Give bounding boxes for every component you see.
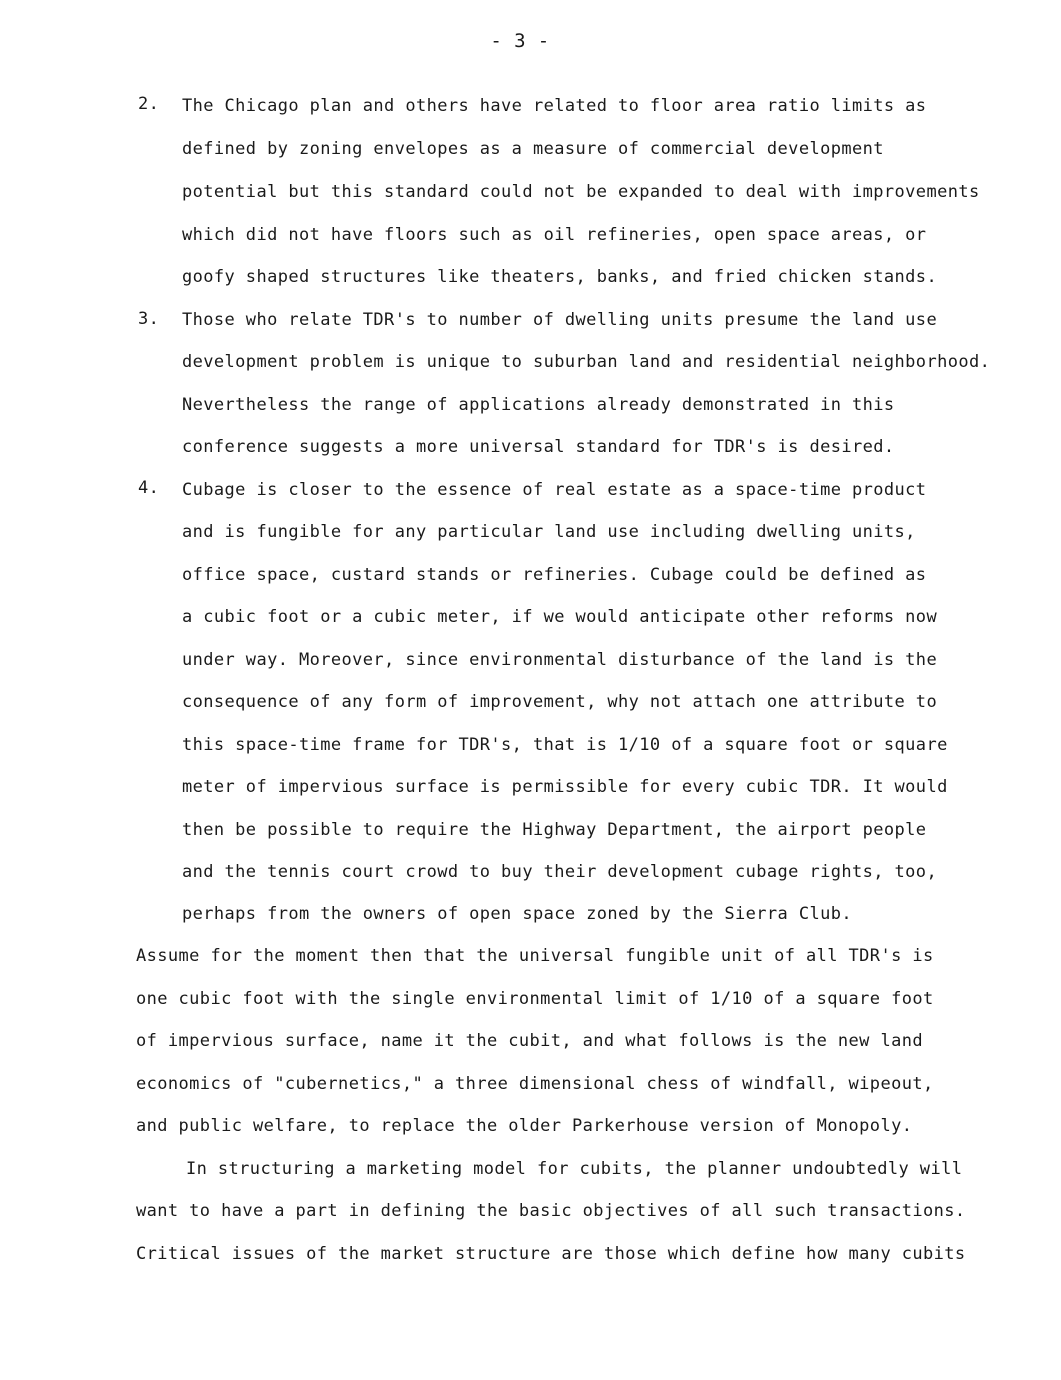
- item-line: perhaps from the owners of open space zoned by the Sierra Club.: [182, 904, 852, 924]
- item-line: conference suggests a more universal standard for TDR's is desired.: [182, 437, 895, 457]
- item-line: potential but this standard could not be expanded to deal with improvements: [182, 182, 980, 202]
- paragraph-line: Assume for the moment then that the universal fungible unit of all TDR's is: [136, 946, 934, 966]
- item-number: 2.: [138, 94, 160, 114]
- item-line: under way. Moreover, since environmental disturbance of the land is the: [182, 650, 938, 670]
- item-line: and the tennis court crowd to buy their development cubage rights, too,: [182, 862, 938, 882]
- item-line: development problem is unique to suburban land and residential neighborhood.: [182, 352, 991, 372]
- paragraph-line: Critical issues of the market structure are those which define how many cubits: [136, 1244, 966, 1264]
- item-line: and is fungible for any particular land use including dwelling units,: [182, 522, 916, 542]
- item-line: consequence of any form of improvement, why not attach one attribute to: [182, 692, 938, 712]
- item-line: meter of impervious surface is permissible for every cubic TDR. It would: [182, 777, 948, 797]
- item-line: a cubic foot or a cubic meter, if we would anticipate other reforms now: [182, 607, 938, 627]
- paragraph-line: and public welfare, to replace the older Parkerhouse version of Monopoly.: [136, 1116, 913, 1136]
- page-number: - 3 -: [490, 30, 550, 52]
- paragraph-line: economics of "cubernetics," a three dimensional chess of windfall, wipeout,: [136, 1074, 934, 1094]
- item-line: office space, custard stands or refineries. Cubage could be defined as: [182, 565, 927, 585]
- paragraph-line: of impervious surface, name it the cubit, and what follows is the new land: [136, 1031, 923, 1051]
- item-line: Nevertheless the range of applications already demonstrated in this: [182, 395, 895, 415]
- item-line: then be possible to require the Highway Department, the airport people: [182, 820, 927, 840]
- paragraph-line: In structuring a marketing model for cubits, the planner undoubtedly will: [186, 1159, 963, 1179]
- item-number: 3.: [138, 309, 160, 329]
- item-number: 4.: [138, 478, 160, 498]
- item-line: Cubage is closer to the essence of real estate as a space-time product: [182, 480, 927, 500]
- item-line: defined by zoning envelopes as a measure of commercial development: [182, 139, 884, 159]
- item-line: The Chicago plan and others have related to floor area ratio limits as: [182, 96, 927, 116]
- item-line: this space-time frame for TDR's, that is 1/10 of a square foot or square: [182, 735, 948, 755]
- paragraph-line: one cubic foot with the single environmental limit of 1/10 of a square foot: [136, 989, 934, 1009]
- item-line: goofy shaped structures like theaters, banks, and fried chicken stands.: [182, 267, 938, 287]
- item-line: which did not have floors such as oil refineries, open space areas, or: [182, 225, 927, 245]
- item-line: Those who relate TDR's to number of dwelling units presume the land use: [182, 310, 938, 330]
- paragraph-line: want to have a part in defining the basic objectives of all such transactions.: [136, 1201, 966, 1221]
